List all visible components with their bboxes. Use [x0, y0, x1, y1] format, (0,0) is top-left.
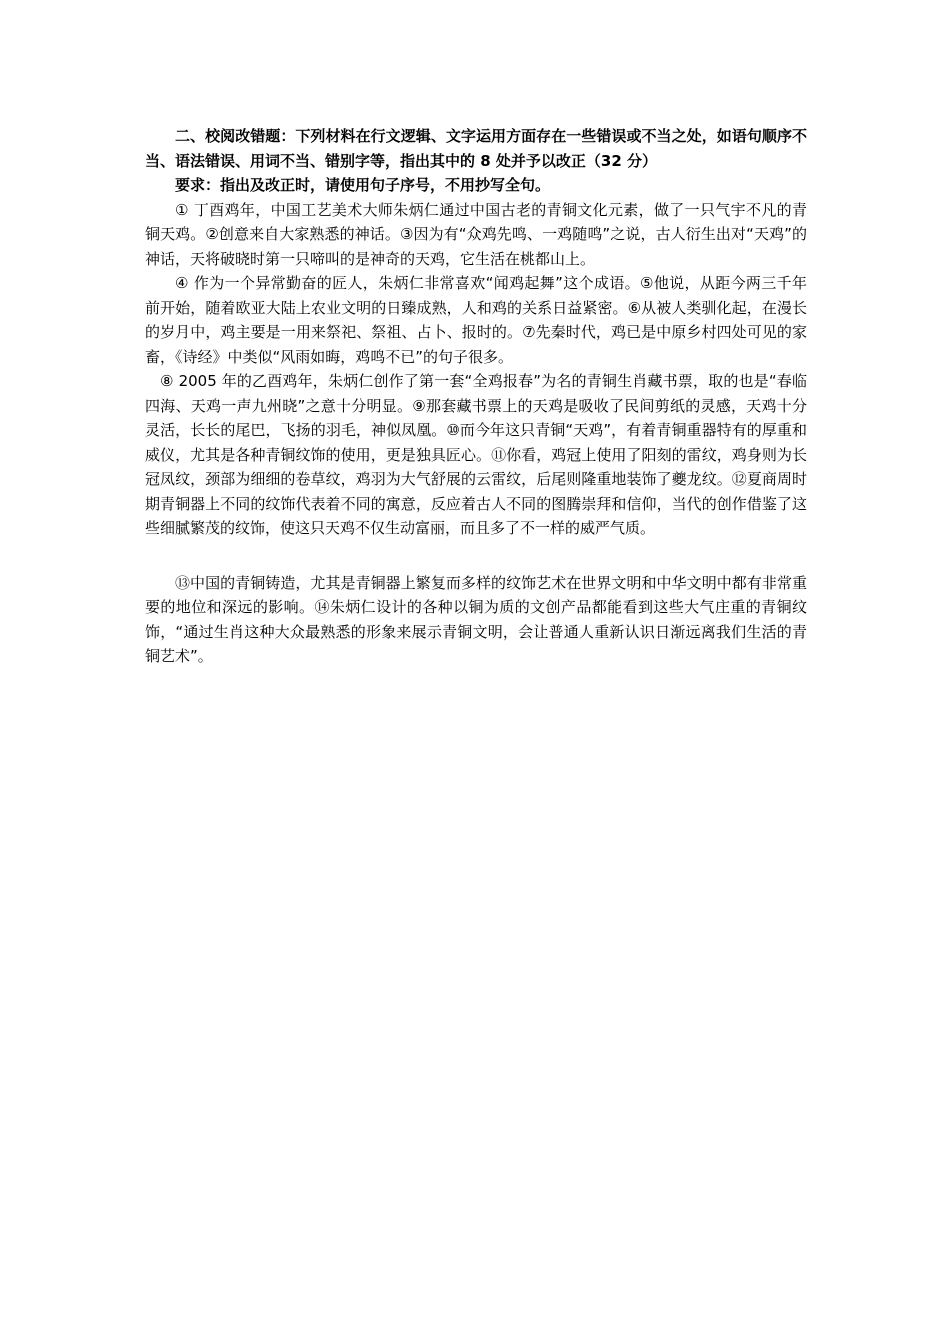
paragraph-1: ① 丁酉鸡年，中国工艺美术大师朱炳仁通过中国古老的青铜文化元素，做了一只气宇不凡的青铜天鸡。②创意来自大家熟悉的神话。③因为有“众鸡先鸣、一鸡随鸣”之说，古人衍生出对“天鸡”的神话，天将破晓时第一只啼叫的是神奇的天鸡，它生活在桃都山上。: [145, 200, 807, 268]
paragraph-spacer: [145, 541, 807, 571]
question-heading: 二、校阅改错题：下列材料在行文逻辑、文字运用方面存在一些错误或不当之处，如语句顺序不当、语法错误、用词不当、错别字等，指出其中的 8 处并予以改正（32 分）: [145, 127, 807, 170]
paragraph-3: ⑧ 2005 年的乙酉鸡年，朱炳仁创作了第一套“全鸡报春”为名的青铜生肖藏书票，取的也是“春临四海、天鸡一声九州晓”之意十分明显。⑨那套藏书票上的天鸡是吸收了民间剪纸的灵感，天鸡十分灵活，长长的尾巴，飞扬的羽毛，神似凤凰。⑩而今年这只青铜“天鸡”，有着青铜重器特有的厚重和威仪，尤其是各种青铜纹饰的使用，更是独具匠心。⑪你看，鸡冠上使用了阳刻的雷纹，鸡身则为长冠凤纹，颈部为细细的卷草纹，鸡羽为大气舒展的云雷纹，后尾则隆重地装饰了夔龙纹。⑫夏商周时期青铜器上不同的纹饰代表着不同的寓意，反应着古人不同的图腾崇拜和信仰，当代的创作借鉴了这些细腻繁茂的纹饰，使这只天鸡不仅生动富丽，而且多了不一样的威严气质。: [145, 372, 807, 537]
paragraph-2: ④ 作为一个异常勤奋的匠人，朱炳仁非常喜欢“闻鸡起舞”这个成语。⑤他说，从距今两三千年前开始，随着欧亚大陆上农业文明的日臻成熟，人和鸡的关系日益紧密。⑥从被人类驯化起，在漫长的岁月中，鸡主要是一用来祭祀、祭祖、占卜、报时的。⑦先秦时代，鸡已是中原乡村四处可见的家畜，《诗经》中类似“风雨如晦，鸡鸣不已”的句子很多。: [145, 274, 807, 366]
document-page: [145, 124, 807, 669]
question-requirement: 要求：指出及改正时，请使用句子序号，不用抄写全句。: [175, 176, 551, 194]
paragraph-4: ⑬中国的青铜铸造，尤其是青铜器上繁复而多样的纹饰艺术在世界文明和中华文明中都有非常重要的地位和深远的影响。⑭朱炳仁设计的各种以铜为质的文创产品都能看到这些大气庄重的青铜纹饰，“通过生肖这种大众最熟悉的形象来展示青铜文明，会让普通人重新认识日渐远离我们生活的青铜艺术”。: [145, 573, 807, 665]
